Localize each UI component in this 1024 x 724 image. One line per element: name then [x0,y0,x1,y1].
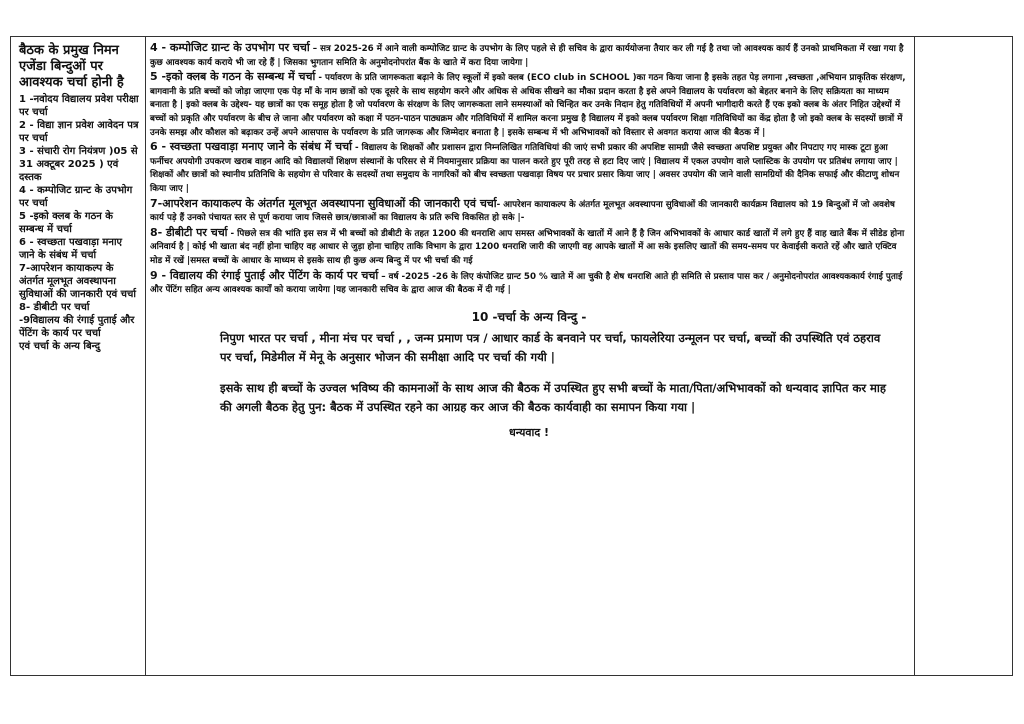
section-title: 5 -इको क्लब के गठन के सम्बन्ध में चर्चा [150,70,316,84]
other-points-text: निपुण भारत पर चर्चा , मीना मंच पर चर्चा , , जन्म प्रमाण पत्र / आधार कार्ड के बनवाने पर चर्चा, फायलेरिया उन्मूलन पर चर्चा, बच्चों की उपस्थिति एवं ठहराव पर चर्चा, मिडेमील में मेनू के अनुसार भोजन की समीक्षा आदि पर चर्चा की गयी | [220,330,881,364]
section-title: 9 - विद्यालय की रंगाई पुताई और पेंटिंग के कार्य पर चर्चा [150,268,379,282]
section-title: 6 - स्वच्छता पखवाड़ा मनाए जाने के संबंध में चर्चा [150,140,352,154]
agenda-column [11,37,146,676]
agenda-item: 3 - संचारी रोग नियंत्रण )05 से 31 अक्टूबर 2025 ) एवं दस्तक [19,146,138,183]
agenda-item: 5 -इको क्लब के गठन के सम्बन्ध में चर्चा [19,211,113,235]
section-eco-club [150,70,908,140]
agenda-item: 2 - विद्या ज्ञान प्रवेश आवेदन पत्र पर चर्चा [19,120,139,144]
section-composite-grant [150,41,908,70]
section-body: – वर्ष -2025 -26 के लिए कंपोजिट ग्रान्ट 50 % खाते में आ चुकी है शेष धनराशि आते ही समिति से प्रस्ताव पास कर / अनुमोदनोपरांत आवश्यककार्य रंगाई पुताई और पेंटिंग सहित अन्य आवश्यक कार्यों को कराया जायेगा |यह जानकारी सचिव के द्वारा आज की बैठक में दी गई | [150,271,903,296]
agenda-item: 7-आपरेशन कायाकल्प के अंतर्गत मूलभूत अवस्थापना सुविधाओं की जानकारी एवं चर्चा [19,263,136,300]
section-body: – सत्र 2025-26 में आने वाली कम्पोजिट ग्रान्ट के उपभोग के लिए पहले से ही सचिव के द्वारा कार्ययोजना तैयार कर ली गई है तथा जो आवश्यक कार्य हैं उनको प्राथमिकता में रखा गया है कुछ आवश्यक कार्य कराये भी जा रहे हैं | जिसका भुगतान समिति के अनुमोदनोपरांत बैंक के खाते में करा दिया जायेगा | [150,44,904,68]
remarks-column [915,37,1013,676]
closing-text: इसके साथ ही बच्चों के उज्वल भविष्य की कामनाओं के साथ आज की बैठक में उपस्थित हुए सभी बच्चों के माता/पिता/अभिभावकों को धन्यवाद ज्ञापित कर माह की अगली बैठक हेतु पुन: बैठक में उपस्थित रहने का आग्रह कर आज की बैठक कार्यवाही का समापन किया गया | [220,380,886,414]
section-body: - पर्यावरण के प्रति जागरूकता बढ़ाने के लिए स्कूलों में इको क्लब (ECO club in SCHOOL )का गठन किया जाना है इसके तहत पेड़ लगाना ,स्वच्छता ,अभियान प्राकृतिक संरक्षण, बागवानी के प्रति बच्चों को जोड़ा जाएगा एक पेड़ माँ के नाम छात्रों को एक दूसरे के साथ सहयोग करने और अधिक से अधिक सीखने का मौका प्रदान करता है इसे अपने विद्यालय के पर्यावरण को बेहतर बनाने के लिए सक्रियता का माध्यम बनाता है | इको क्लब के उद्देश्य- यह छात्रों का एक समूह होता है जो पर्यावरण के संरक्षण के लिए जागरूकता लाने समस्याओं को चिन्हित कर उनके निदान हेतु गतिविधियों में अपनी भागीदारी करते हैं एक इको क्लब के अंतर निहित उद्देश्यों में बच्चों को प्रकृति और पर्यावरण के बीच ले जाना और पर्यावरण को कक्षा में पठन-पाठन पाठ्यक्रम और गतिविधियों में शामिल करना प्रमुख है विद्यालय में इको क्लब पर्यावरण शिक्षा गतिविधियों का केंद्र होता है जो इको क्लब के सदस्यों छात्रों में उनके समझ और कौशल को बढ़ाकर उन्हें अपने आसपास के पर्यावरण के प्रति जागरूक और जिम्मेदार बनाता है | इसके सम्बन्ध में भी अभिभावकों को विस्तार से अवगत कराया आज की बैठक में | [150,73,906,138]
section-painting [150,269,908,298]
section-body: - आपरेशन कायाकल्प के अंतर्गत मूलभूत अवस्थापना सुविधाओं की जानकारी कार्यक्रम विद्यालय को 19 बिन्दुओं में जो अवशेष कार्य पड़े हैं उनको पंचायत स्तर से पूर्ण कराया जाय जिससे छात्र/छात्राओं का विद्यालय के प्रति रूचि विकसित हो सके |- [150,199,895,224]
section-cleanliness [150,140,908,196]
agenda-item: 1 -नवोदय विद्यालय प्रवेश परीक्षा पर चर्चा [19,94,139,118]
section-title: 4 - कम्पोजिट ग्रान्ट के उपभोग पर चर्चा [150,41,310,54]
section-kayakalp [150,197,908,226]
agenda-heading: बैठक के प्रमुख निमन एजेंडा बिन्दुओं पर आवश्यक चर्चा होनी है [19,43,124,90]
minutes-table [10,36,1013,676]
thanks-text: धन्यवाद ! [508,425,550,439]
agenda-item: एवं चर्चा के अन्य बिन्दु [19,341,101,352]
agenda-item: 6 - स्वच्छता पखवाड़ा मनाए जाने के संबंध में चर्चा [19,237,123,261]
agenda-item: -9विद्यालय की रंगाई पुताई और पेंटिंग के कार्य पर चर्चा [19,315,135,339]
discussion-column [146,37,915,676]
other-points-heading: 10 -चर्चा के अन्य विन्दु - [471,309,587,324]
section-body: - विद्यालय के शिक्षकों और प्रशासन द्वारा निम्नलिखित गतिविधियां की जाएं सभी प्रकार की अपशिष्ट सामग्री जैसे स्वच्छता अपशिष्ट प्रयुक्त और निपटाए गए मास्क टूटा हुआ फर्नीचर अपयोगी उपकरण खराब वाहन आदि को विद्यालयों शिक्षण संस्थानों के परिसर से में नियमानुसार प्रक्रिया का पालन करते हुए पूरी तरह से हटा दिए जाएं | विद्यालय में एकल उपयोग वाले प्लास्टिक के उपयोग पर प्रतिबंध लगाया जाए | शिक्षकों और छात्रों को स्थानीय प्रतिनिधि के सहयोग से परिवार के सदस्यों तथा समुदाय के नागरिकों को बीच स्वच्छता पखवाड़ा विषय पर प्रचार प्रसार किया जाए | अवसर उपयोग की जाने वाली सामग्रियों की दैनिक सफाई और कीटाणु शोधन किया जाए | [150,143,900,194]
section-dbt [150,226,908,269]
agenda-item: 4 - कम्पोजिट ग्रान्ट के उपभोग पर चर्चा [19,185,133,209]
section-body: - पिछले सत्र की भांति इस सत्र में भी बच्चों को डीबीटी के तहत 1200 की धनराशि आप समस्त अभिभावकों के खातों में आने हैं है जिन अभिभावकों के आधार कार्ड खातों में लगे हुए हैं वाह खाते बैंक में सीडेड होना अनिवार्य है | कोई भी खाता बंद नहीं होना चाहिए वह आधार से जुड़ा होना चाहिए ताकि विभाग के द्वारा 1200 धनराशि जारी की जाएगी वह आपके खातों में आ सके इसलिए खातों की समय-समय पर केवाईसी कराते रहें और खाते एक्टिव मोड में रखें |समस्त बच्चों के आधार के माध्यम से इसके साथ ही कुछ अन्य बिन्दु में पर भी चर्चा की गई [150,228,905,266]
agenda-item: 8- डीबीटी पर चर्चा [19,302,90,313]
section-title: 8- डीबीटी पर चर्चा [150,225,228,239]
section-title: 7-आपरेशन कायाकल्प के अंतर्गत मूलभूत अवस्थापना सुविधाओं की जानकारी एवं चर्चा [150,196,497,210]
minutes-row [11,37,1013,676]
